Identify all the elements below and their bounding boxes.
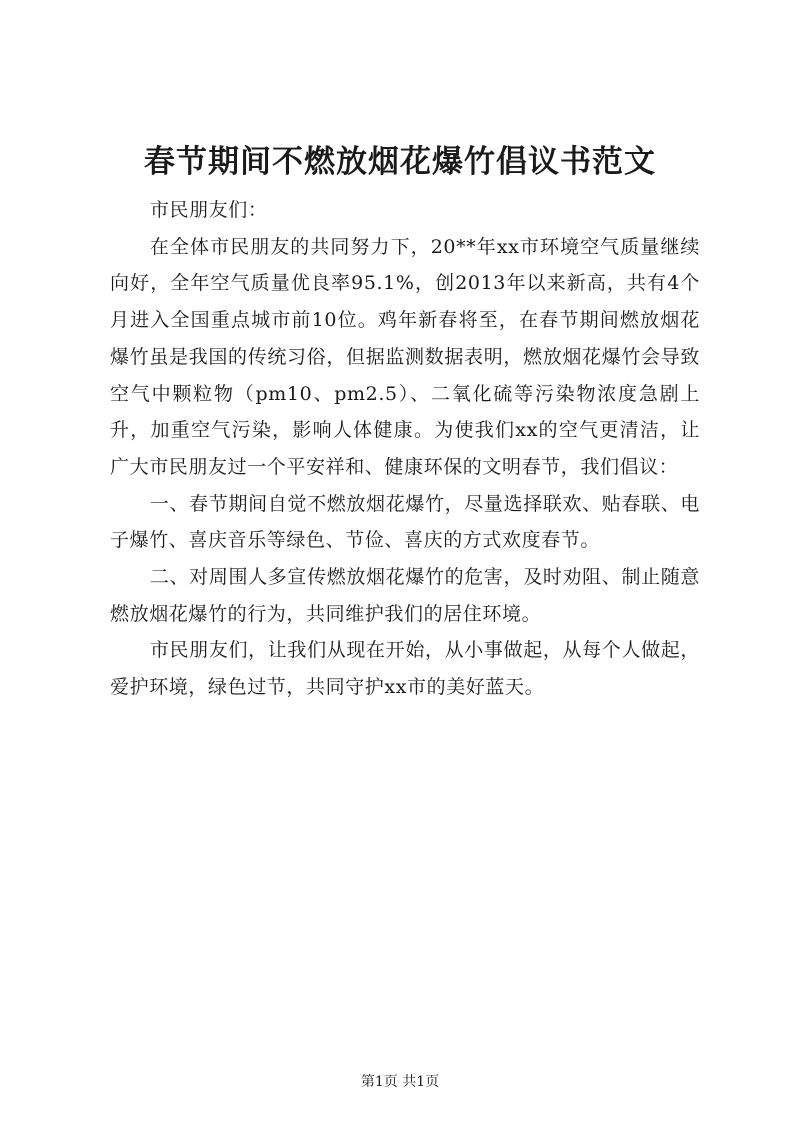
document-body	[110, 192, 700, 706]
document-title: 春节期间不燃放烟花爆竹倡议书范文	[144, 144, 656, 180]
paragraph-proposal-1: 一、春节期间自觉不燃放烟花爆竹，尽量选择联欢、贴春联、电子爆竹、喜庆音乐等绿色、节俭、喜庆的方式欢度春节。	[110, 492, 700, 552]
salutation: 市民朋友们：	[149, 199, 268, 221]
paragraph-proposal-2: 二、对周围人多宣传燃放烟花爆竹的危害，及时劝阻、制止随意燃放烟花爆竹的行为，共同维护我们的居住环境。	[110, 566, 700, 625]
paragraph-closing: 市民朋友们，让我们从现在开始，从小事做起，从每个人做起，爱护环境，绿色过节，共同守护xx市的美好蓝天。	[110, 639, 700, 699]
page-footer: 第1页 共1页	[360, 1074, 440, 1090]
paragraph-intro: 在全体市民朋友的共同努力下，20**年xx市环境空气质量继续向好，全年空气质量优良率95.1%，创2013年以来新高，共有4个月进入全国重点城市前10位。鸡年新春将至，在春节期间燃放烟花爆竹虽是我国的传统习俗，但据监测数据表明，燃放烟花爆竹会导致空气中颗粒物（pm10、pm2.5）、二氧化硫等污染物浓度急剧上升，加重空气污染，影响人体健康。为使我们xx的空气更清洁，让广大市民朋友过一个平安祥和、健康环保的文明春节，我们倡议：	[110, 235, 700, 478]
